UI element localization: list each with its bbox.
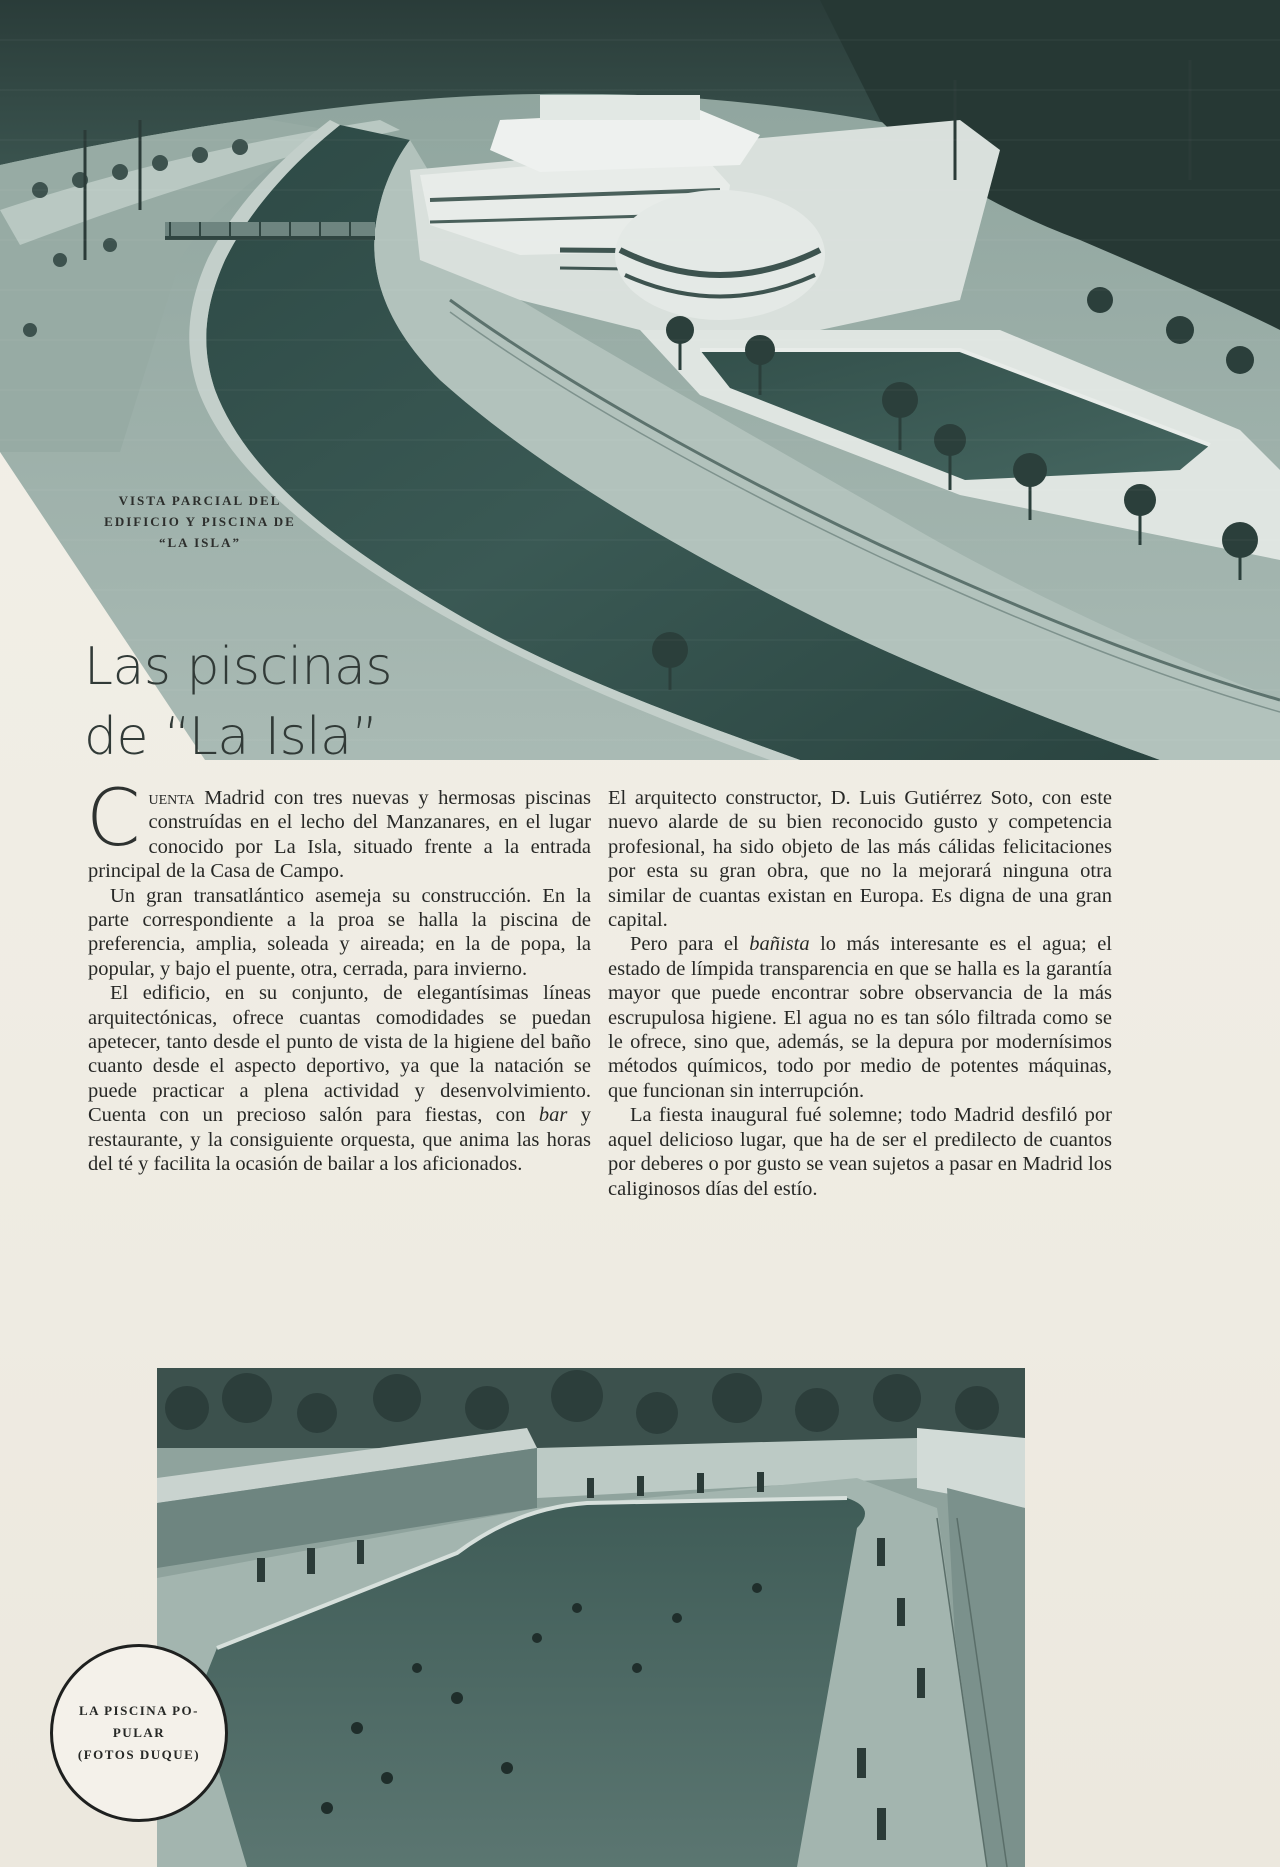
caption-line: “LA ISLA” — [159, 535, 241, 550]
top-photo-caption — [80, 490, 320, 553]
headline-line: Las piscinas — [84, 637, 392, 697]
drop-cap: C — [86, 774, 141, 864]
article-column-right — [608, 786, 1112, 1201]
paragraph-text: lo más interesante es el agua; el estado de límpida transparencia en que se halla es la garantía mayor que puede encontrar sobre observancia de la más escrupulosa higiene. El agua no es tan sólo filtrada como se le ofrece, sino que, además, se la depura por modernísimos métodos químicos, todo por medio de potentes máquinas, que funcionan sin interrupción. — [608, 933, 1112, 1102]
caption-line: VISTA PARCIAL DEL — [118, 493, 282, 508]
caption-line: PULAR — [112, 1725, 166, 1740]
caption-line: EDIFICIO Y PISCINA DE — [104, 514, 296, 529]
lead-word: uenta — [148, 787, 195, 809]
bottom-photo-caption-badge — [50, 1644, 228, 1822]
paragraph: Un gran transatlántico asemeja su construcción. En la parte correspondiente a la proa se halla la piscina de preferencia, amplia, soleada y aireada; en la de popa, la popular, y bajo el puente, otra, cerrada, para invierno. — [88, 884, 591, 980]
photo-piscina-popular — [157, 1368, 1025, 1867]
article-headline — [84, 632, 414, 772]
caption-line: LA PISCINA PO- — [79, 1703, 199, 1718]
paragraph — [608, 932, 1112, 1103]
paragraph — [86, 774, 591, 884]
headline-line: de “La Isla” — [84, 707, 378, 767]
paragraph: El arquitecto constructor, D. Luis Gutiérrez Soto, con este nuevo alarde de su bien reconocido gusto y competencia profesional, ha sido objeto de las más cálidas felicitaciones por esta su gran obra, que no la mejorará ninguna otra similar de cuantas existan en Europa. Es digna de una gran capital. — [608, 787, 1112, 932]
paragraph-text: Madrid con tres nuevas y hermosas piscinas construídas en el lecho del Manzanares, en el lugar conocido por La Isla, situado frente a la entrada principal de la Casa de Campo. — [88, 787, 591, 883]
paragraph-text: El edificio, en su conjunto, de elegantísimas líneas arquitectónicas, ofrece cuantas comodidades se puedan apetecer, tanto desde el punto de vista de la higiene del baño cuanto desde el aspecto deportivo, ya que la natación se puede practicar a plena actividad y desenvolvimiento. Cuenta con un precioso salón para fiestas, con — [88, 982, 591, 1127]
italic-word: bar — [538, 1104, 568, 1127]
paragraph-text: y restaurante, y la consiguiente orquesta, que anima las horas del té y facilita la ocasión de bailar a los aficionados. — [88, 1104, 591, 1176]
paragraph — [88, 981, 591, 1176]
article-column-left — [86, 774, 591, 1177]
paragraph: La fiesta inaugural fué solemne; todo Madrid desfiló por aquel delicioso lugar, que ha de ser el predilecto de cuantos por deberes o por gusto se vean sujetos a pasar en Madrid los caliginosos días del estío. — [608, 1104, 1112, 1200]
paragraph-text: Pero para el — [630, 933, 750, 956]
italic-word: bañista — [749, 933, 810, 956]
caption-line: (FOTOS DUQUE) — [77, 1747, 201, 1762]
